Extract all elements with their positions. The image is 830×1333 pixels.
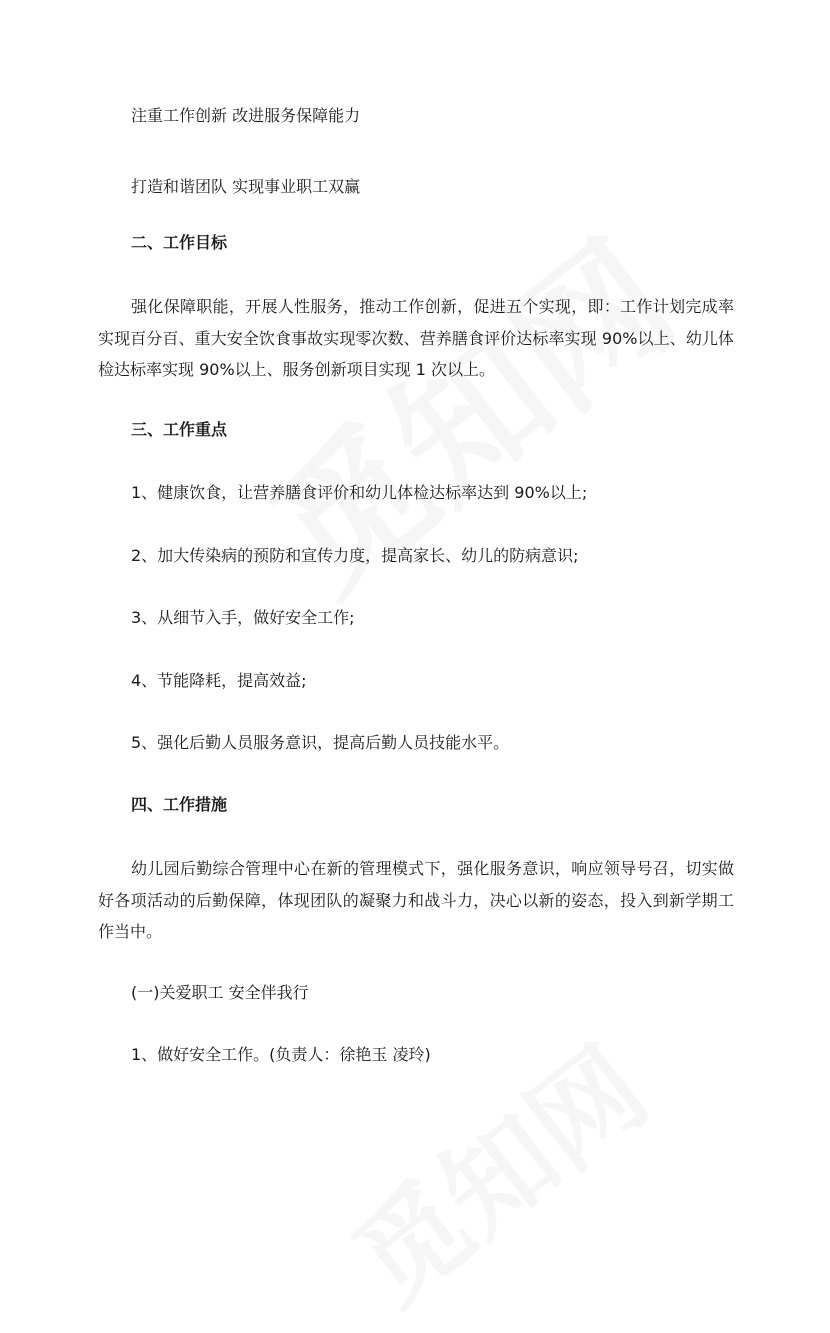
focus-item-3: 3、从细节入手，做好安全工作; (131, 608, 355, 627)
section-heading-measures: 四、工作措施 (131, 795, 228, 814)
measures-paragraph: 幼儿园后勤综合管理中心在新的管理模式下，强化服务意识，响应领导号召，切实做好各项活动的后勤保障，体现团队的凝聚力和战斗力，决心以新的姿态，投入到新学期工作当中。 (98, 859, 734, 941)
focus-item-4: 4、节能降耗，提高效益; (131, 671, 307, 690)
subsection-item-1: 1、做好安全工作。(负责人：徐艳玉 凌玲) (131, 1045, 431, 1064)
focus-item-2: 2、加大传染病的预防和宣传力度，提高家长、幼儿的防病意识; (131, 546, 579, 565)
goals-paragraph: 强化保障职能，开展人性服务，推动工作创新，促进五个实现，即：工作计划完成率实现百分百、重大安全饮食事故实现零次数、营养膳食评价达标率实现 90%以上、幼儿体检达标率实现 90%以上、服务创新项目实现 1 次以上。 (98, 297, 734, 379)
focus-item-5: 5、强化后勤人员服务意识，提高后勤人员技能水平。 (131, 733, 510, 752)
slogan-line-2: 打造和谐团队 实现事业职工双赢 (131, 177, 361, 196)
slogan-line-1: 注重工作创新 改进服务保障能力 (131, 106, 361, 125)
focus-item-1: 1、健康饮食，让营养膳食评价和幼儿体检达标率达到 90%以上; (131, 483, 588, 502)
section-heading-focus: 三、工作重点 (131, 420, 228, 439)
subsection-heading: (一)关爱职工 安全伴我行 (131, 983, 309, 1002)
section-heading-goals: 二、工作目标 (131, 233, 228, 252)
